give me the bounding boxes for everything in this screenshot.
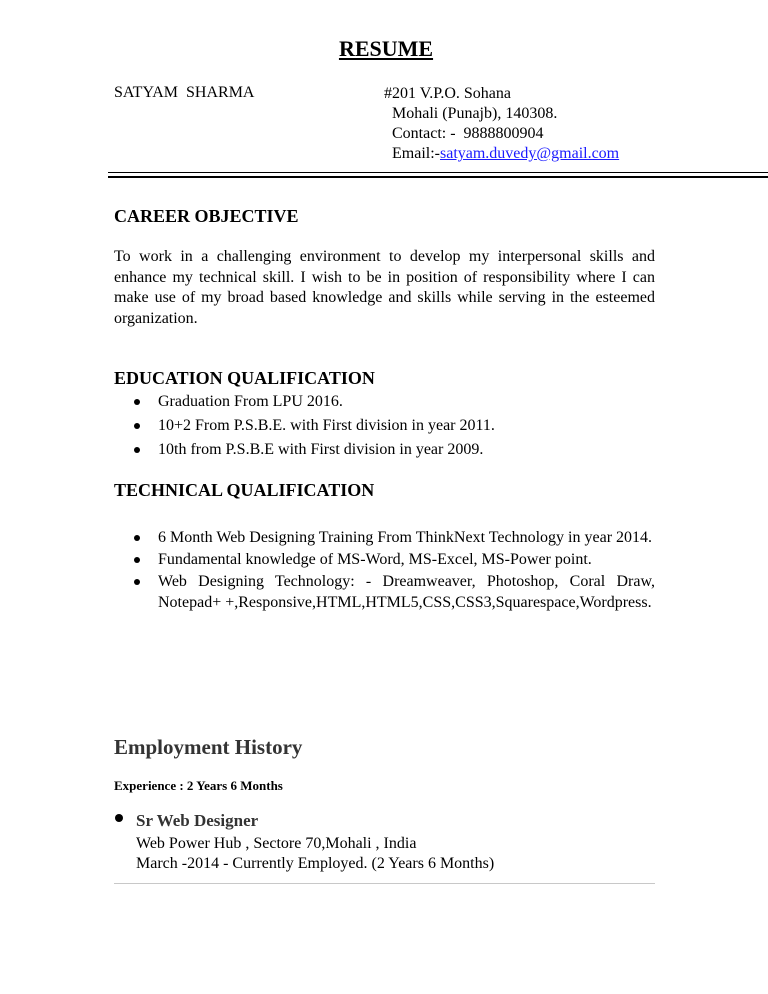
bullet-icon xyxy=(134,579,140,585)
education-item xyxy=(114,415,655,436)
email-label: Email:- xyxy=(392,145,440,162)
header-divider-thick xyxy=(108,176,768,178)
education-item-text: 10th from P.S.B.E with First division in year 2009. xyxy=(158,441,484,458)
technical-item-text: 6 Month Web Designing Training From ThinkNext Technology in year 2014. xyxy=(158,529,653,546)
address-block xyxy=(384,84,619,164)
job-title: Sr Web Designer xyxy=(136,811,259,830)
technical-item-text: Web Designing Technology: - Dreamweaver, Photoshop, Coral Draw, Notepad+ +,Responsive,HTML,HTML5,CSS,CSS3,Squarespace,Wordpress. xyxy=(158,573,655,611)
email-link[interactable]: satyam.duvedy@gmail.com xyxy=(439,145,620,162)
education-item xyxy=(114,391,655,412)
technical-heading: TECHNICAL QUALIFICATION xyxy=(114,480,375,500)
bullet-icon xyxy=(134,447,140,453)
technical-item-text: Fundamental knowledge of MS-Word, MS-Excel, MS-Power point. xyxy=(158,551,592,568)
job-period: March -2014 - Currently Employed. (2 Years 6 Months) xyxy=(136,855,495,872)
bullet-icon xyxy=(134,423,140,429)
bullet-icon xyxy=(134,557,140,563)
education-item xyxy=(114,439,655,460)
technical-list xyxy=(114,527,655,613)
career-objective-heading: CAREER OBJECTIVE xyxy=(114,206,299,226)
career-objective-text: To work in a challenging environment to develop my interpersonal skills and enhance my technical skill. I wish to be in position of responsibility where I can make use of my broad based knowledge and skills while serving in the esteemed organization. xyxy=(114,248,655,327)
bullet-icon xyxy=(134,399,140,405)
education-heading: EDUCATION QUALIFICATION xyxy=(114,368,375,388)
technical-item xyxy=(114,549,655,570)
resume-title: RESUME xyxy=(338,36,434,61)
education-list xyxy=(114,391,655,460)
contact-number: Contact: - 9888800904 xyxy=(392,125,544,142)
address-line-1: #201 V.P.O. Sohana xyxy=(384,85,511,102)
header-divider-thin xyxy=(108,172,768,173)
education-item-text: Graduation From LPU 2016. xyxy=(158,393,343,410)
technical-item xyxy=(114,571,655,613)
job-details xyxy=(136,834,494,874)
job-company: Web Power Hub , Sectore 70,Mohali , India xyxy=(136,835,417,852)
experience-summary: Experience : 2 Years 6 Months xyxy=(114,778,283,793)
email-row xyxy=(384,144,619,164)
technical-item xyxy=(114,527,655,548)
address-line-2: Mohali (Punajb), 140308. xyxy=(392,105,558,122)
employment-heading: Employment History xyxy=(114,735,303,759)
candidate-name: SATYAM SHARMA xyxy=(114,84,255,101)
bullet-icon xyxy=(134,535,140,541)
education-item-text: 10+2 From P.S.B.E. with First division in year 2011. xyxy=(158,417,495,434)
bullet-icon xyxy=(115,814,123,822)
section-divider xyxy=(114,883,655,884)
